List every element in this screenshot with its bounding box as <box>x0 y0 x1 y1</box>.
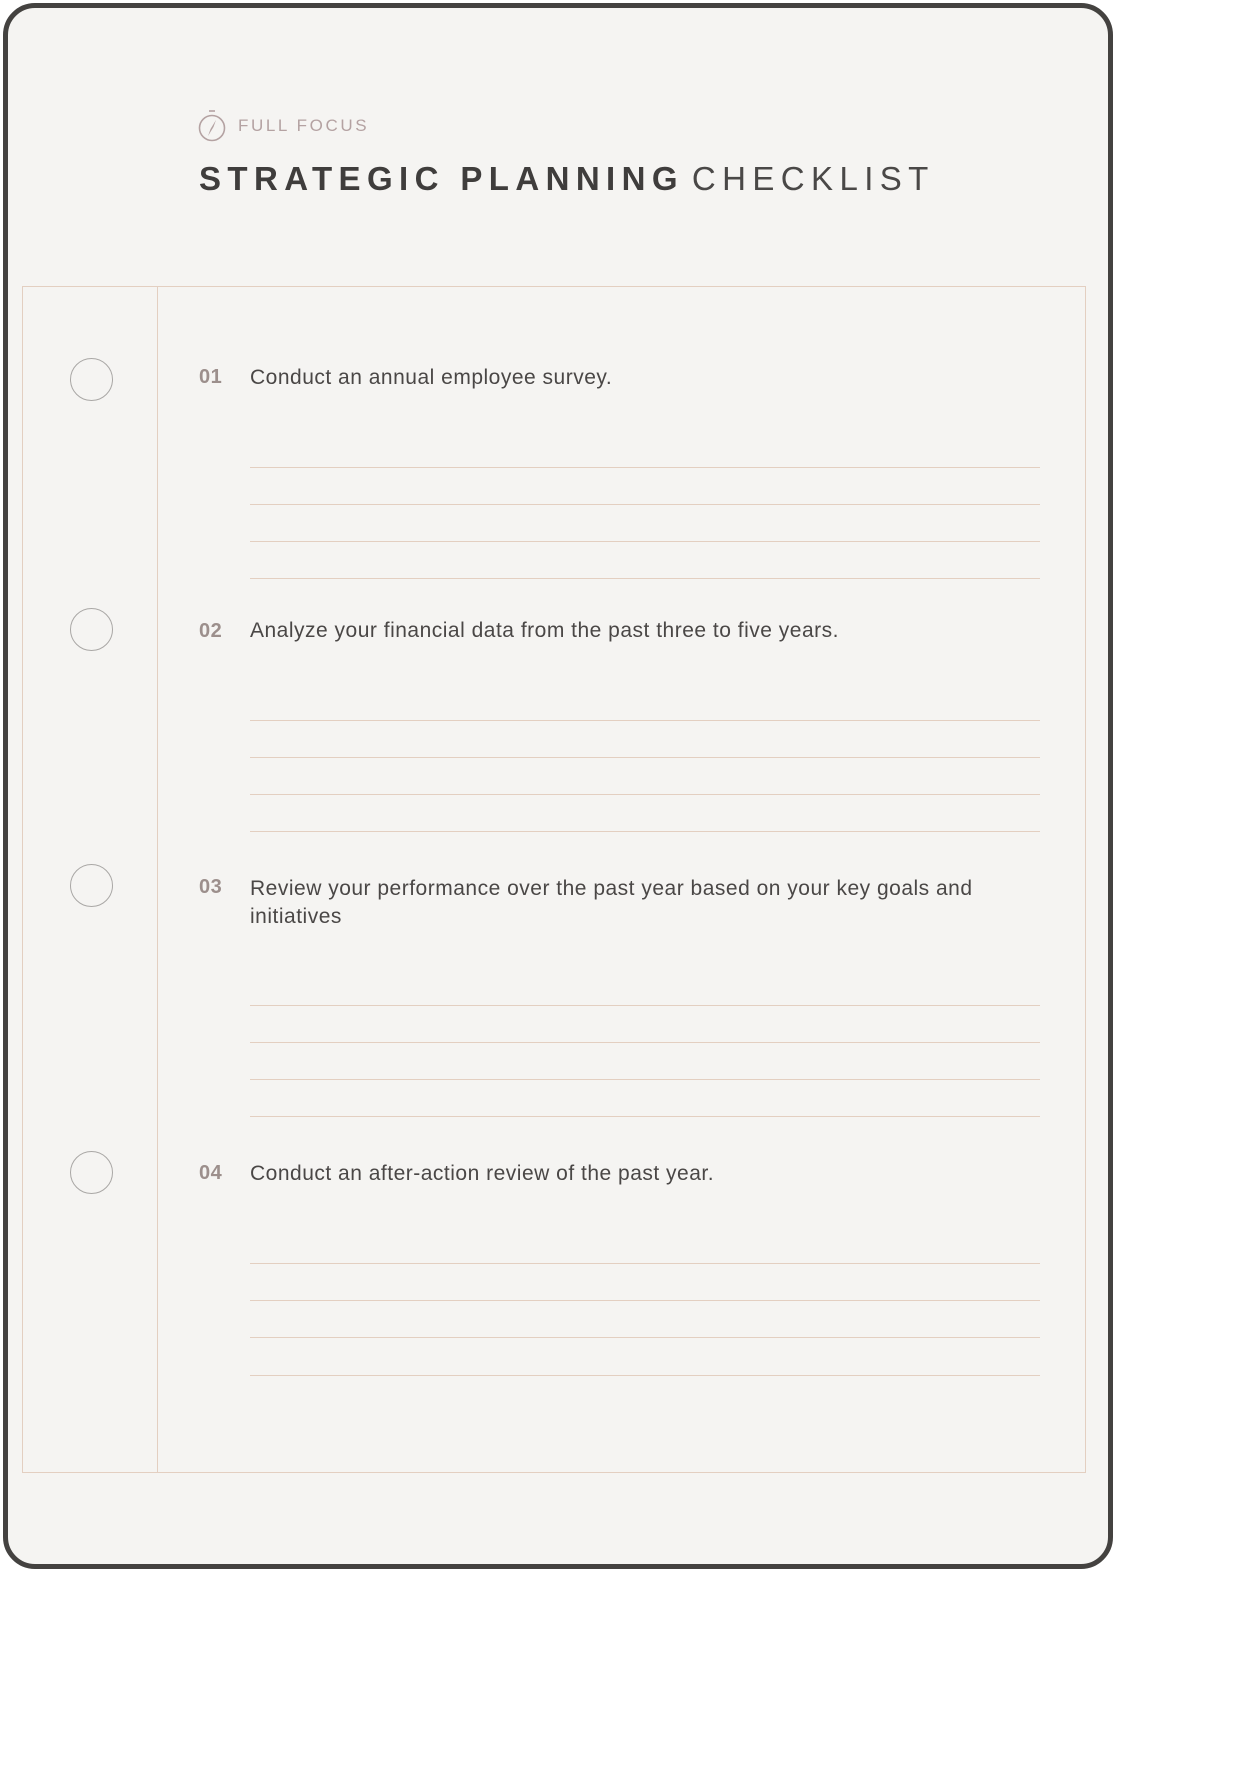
writing-line <box>250 578 1040 579</box>
writing-line <box>250 1300 1040 1301</box>
writing-line <box>250 1337 1040 1338</box>
writing-line <box>250 541 1040 542</box>
writing-line <box>250 1116 1040 1117</box>
item-number: 01 <box>199 366 223 388</box>
checkbox-item-4[interactable] <box>70 1151 113 1194</box>
writing-line <box>250 504 1040 505</box>
compass-icon <box>197 109 227 143</box>
brand-name: FULL FOCUS <box>238 116 370 135</box>
item-text: Analyze your financial data from the past three to five years. <box>250 619 839 642</box>
item-text: Review your performance over the past year based on your key goals and initiatives <box>250 877 973 928</box>
item-text: Conduct an after-action review of the past year. <box>250 1162 715 1185</box>
checkbox-item-2[interactable] <box>70 608 113 651</box>
checkbox-item-3[interactable] <box>70 864 113 907</box>
writing-line <box>250 757 1040 758</box>
item-number: 03 <box>199 876 223 898</box>
item-text: Conduct an annual employee survey. <box>250 366 613 389</box>
writing-line <box>250 1079 1040 1080</box>
item-number: 02 <box>199 620 223 642</box>
brand <box>197 109 369 143</box>
writing-line <box>250 831 1040 832</box>
checkbox-item-1[interactable] <box>70 358 113 401</box>
title-light: CHECKLIST <box>691 160 935 197</box>
margin-divider <box>157 286 158 1473</box>
item-number: 04 <box>199 1162 223 1184</box>
writing-line <box>250 1263 1040 1264</box>
writing-line <box>250 1005 1040 1006</box>
page-title <box>199 160 935 198</box>
title-bold: STRATEGIC PLANNING <box>199 160 684 197</box>
writing-line <box>250 1042 1040 1043</box>
writing-line <box>250 467 1040 468</box>
writing-line <box>250 794 1040 795</box>
writing-line <box>250 1375 1040 1376</box>
writing-line <box>250 720 1040 721</box>
